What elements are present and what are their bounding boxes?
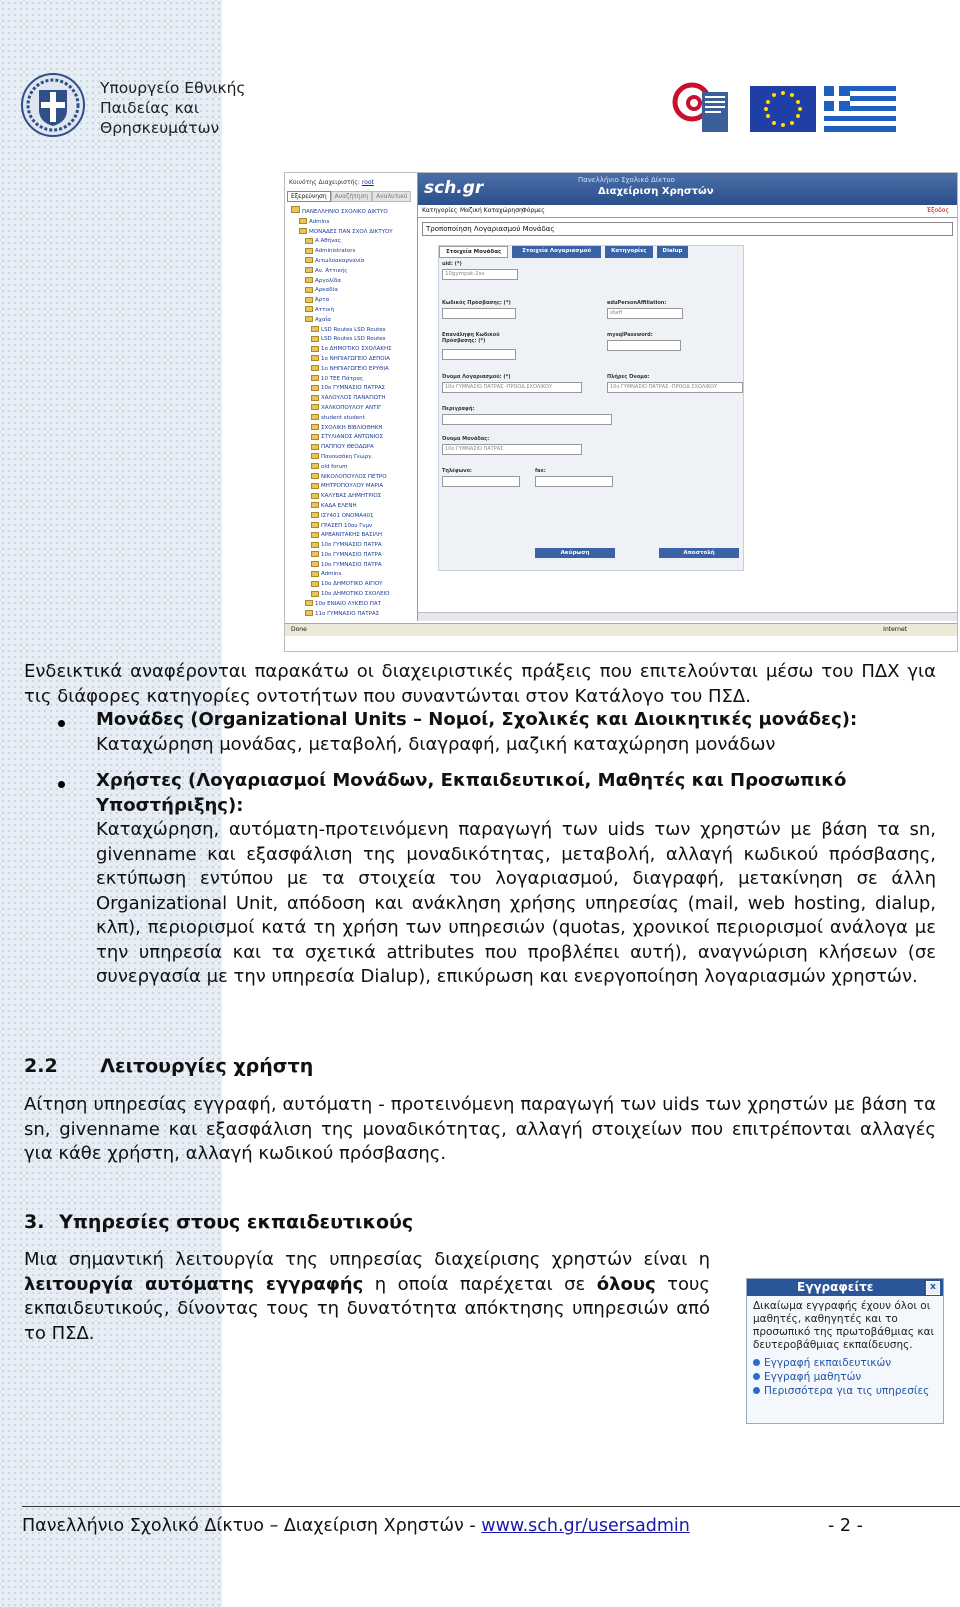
folder-icon <box>311 463 319 469</box>
folder-icon <box>311 581 319 587</box>
folder-icon <box>311 591 319 597</box>
folder-icon <box>311 424 319 430</box>
tree-item[interactable]: 10 ΤΕΕ Πάτρας <box>299 375 417 385</box>
tree-item[interactable]: Admins <box>299 570 417 580</box>
tree-item[interactable]: Administrators <box>299 247 417 257</box>
tree-item[interactable]: Αργολίδα <box>299 277 417 287</box>
folder-icon <box>311 355 319 361</box>
tree-item[interactable]: Αιτωλοακαρνανία <box>299 257 417 267</box>
horizontal-scrollbar[interactable] <box>418 612 957 621</box>
app-banner <box>418 173 957 205</box>
tree-item[interactable]: ΧΑΛΟΥΛΟΣ ΠΑΝΑΓΙΩΤΗ <box>299 394 417 404</box>
ministry-line-3: Θρησκευμάτων <box>100 119 220 137</box>
bullet-units <box>96 708 936 757</box>
folder-icon <box>299 218 307 224</box>
label-mysql-password: mysqlPassword: <box>607 332 653 338</box>
folder-icon <box>311 375 319 381</box>
label-fax: fax: <box>535 468 546 474</box>
folder-icon <box>311 522 319 528</box>
tab-search[interactable]: Αναζήτηση <box>331 191 373 202</box>
tree-item[interactable]: ΙΣΥ401 ΟΝΟΜΑ401 <box>299 512 417 522</box>
tree-item[interactable]: 11ο ΓΥΜΝΑΣΙΟ ΠΑΤΡΑΣ <box>299 610 417 620</box>
bullet-users <box>96 769 936 990</box>
input-mysql-password[interactable] <box>607 340 681 351</box>
folder-icon <box>305 600 313 606</box>
banner-title: Διαχείριση Χρηστών <box>598 186 714 197</box>
app-main <box>418 173 957 621</box>
bullet-icon <box>753 1373 760 1380</box>
input-affiliation[interactable]: staff <box>607 308 683 319</box>
tree-item[interactable]: Α Αθήνας <box>299 237 417 247</box>
form-tab-account[interactable]: Στοιχεία Λογαριασμού <box>512 246 601 258</box>
tree-item[interactable]: LSD Routes LSD Routes <box>299 326 417 336</box>
tree-item[interactable]: 1ο ΔΗΜΟΤΙΚΟ ΣΧΟΛΑΚΗΣ <box>299 345 417 355</box>
tree-item[interactable]: 10ο ΔΗΜΟΤΙΚΟ ΑΙΓΙΟΥ <box>299 580 417 590</box>
ministry-line-1: Υπουργείο Εθνικής <box>100 79 246 97</box>
more-services-link[interactable]: Περισσότερα για τις υπηρεσίες <box>747 1384 943 1398</box>
section-2-2-title: Λειτουργίες χρήστη <box>100 1055 314 1077</box>
partner-logos <box>672 80 922 138</box>
tree-item[interactable]: Αρκαδία <box>299 286 417 296</box>
ministry-name <box>100 78 246 138</box>
tree-item[interactable]: Άρτα <box>299 296 417 306</box>
section-2-2-heading <box>24 1055 313 1077</box>
folder-icon <box>305 306 313 312</box>
tree-item[interactable]: Admins <box>299 218 417 228</box>
ministry-line-2: Παιδείας και <box>100 99 200 117</box>
bullet-units-text: Καταχώρηση μονάδας, μεταβολή, διαγραφή, μαζική καταχώρηση μονάδων <box>96 733 776 755</box>
tree-item[interactable]: ΝΙΚΟΛΟΠΟΥΛΟΣ ΠΕΤΡΟ <box>299 473 417 483</box>
status-done: Done <box>291 626 307 633</box>
banner-subtitle: Πανελλήνιο Σχολικό Δίκτυο <box>578 176 675 184</box>
footer-text: Πανελλήνιο Σχολικό Δίκτυο – Διαχείριση Χρηστών - www.sch.gr/usersadmin <box>22 1516 690 1536</box>
tree-item[interactable]: 10ο ΓΥΜΝΑΣΙΟ ΠΑΤΡΑ <box>299 541 417 551</box>
bullet-dot-1 <box>58 720 65 727</box>
folder-icon <box>305 287 313 293</box>
label-description: Περιγραφή: <box>442 406 475 412</box>
folder-icon <box>311 532 319 538</box>
section-3-text: Μια σημαντική λειτουργία της υπηρεσίας διαχείρισης χρηστών είναι η λειτουργία αυτόματης εγγραφής η οποία παρέχεται σε όλους τους εκπαιδευτικούς, δίνοντας τους τη δυνατότητα απόκτησης υπηρεσιών από το ΠΣΔ. <box>24 1249 710 1344</box>
input-uid[interactable]: 10gympat-2ss <box>442 269 518 280</box>
tree-item[interactable]: ΠΑΠΠΟΥ ΘΕΟΔΩΡΑ <box>299 443 417 453</box>
section-2-2-text: Αίτηση υπηρεσίας εγγραφή, αυτόματη - προτεινόμενη παραγωγή των uids των χρηστών με βάση τα sn, givenname και εξασφάλιση της μοναδικότητας, αλλαγή στοιχείων που επιτρέπονται αλλαγές για κάθε χρήστη, αλλαγή κωδικού πρόσβασης. <box>24 1094 936 1164</box>
folder-icon <box>305 238 313 244</box>
menu-forms[interactable]: Φόρμες <box>522 207 545 214</box>
sch-logo: sch.gr <box>424 178 484 198</box>
register-widget-text: Δικαίωμα εγγραφής έχουν όλοι οι μαθητές, καθηγητές και το προσωπικό της πρωτοβάθμιας και δευτεροβάθμιας εκπαίδευσης. <box>753 1300 935 1351</box>
label-confirm-password: Επανάληψη Κωδικού Πρόσβασης: (*) <box>442 332 500 344</box>
tree-item[interactable]: 10ο ΓΥΜΝΑΣΙΟ ΠΑΤΡΑ <box>299 561 417 571</box>
all-bold: όλους <box>596 1273 656 1295</box>
tree-item[interactable]: Αττική <box>299 306 417 316</box>
folder-icon <box>311 542 319 548</box>
bullet-icon <box>753 1359 760 1366</box>
section-3-number: 3. <box>24 1211 45 1233</box>
close-icon[interactable]: x <box>926 1281 940 1295</box>
tree-item[interactable]: ΓΡΑΣΕΠ 10ου Γυμν <box>299 522 417 532</box>
tab-explorer[interactable]: Εξερεύνηση <box>287 191 331 202</box>
folder-icon <box>311 326 319 332</box>
folder-icon <box>311 493 319 499</box>
register-widget <box>746 1278 944 1424</box>
folder-icon <box>305 267 313 273</box>
folder-icon <box>305 277 313 283</box>
label-password: Κωδικός Πρόσβασης: (*) <box>442 300 511 306</box>
folder-icon <box>311 444 319 450</box>
folder-icon <box>305 610 313 616</box>
tree-item[interactable]: Πανουσάκη Γεωργ. <box>299 453 417 463</box>
application-screenshot <box>284 172 958 652</box>
status-zone: Internet <box>883 626 907 633</box>
folder-icon <box>311 336 319 342</box>
tree-root[interactable]: ΠΑΝΕΛΛΗΝΙΟ ΣΧΟΛΙΚΟ ΔΙΚΤΥΟ <box>285 206 417 218</box>
form-tab-categories[interactable]: Κατηγορίες <box>605 246 652 258</box>
input-phone[interactable] <box>442 476 520 487</box>
folder-icon <box>305 257 313 263</box>
input-fax[interactable] <box>535 476 613 487</box>
tree-item[interactable]: 10ο ΓΥΜΝΑΣΙΟ ΠΑΤΡΑ <box>299 551 417 561</box>
label-full-name: Πλήρες Όνομα: <box>607 374 650 380</box>
submit-button[interactable]: Αποστολή <box>659 548 739 558</box>
form-tab-unit[interactable]: Στοιχεία Μονάδας <box>439 246 508 258</box>
folder-icon <box>311 453 319 459</box>
tree-item[interactable]: Αχαΐα <box>299 316 417 326</box>
register-widget-title: Εγγραφείτε x <box>747 1279 943 1296</box>
sidebar-title: Κοινότης Διαχειριστής: <box>289 179 360 186</box>
label-account-name: Όνομα Λογαριασμού: (*) <box>442 374 511 380</box>
intro-paragraph: Ενδεικτικά αναφέρονται παρακάτω οι διαχειριστικές πράξεις που επιτελούνται μέσω του ΠΔΧ για τις διάφορες κατηγορίες οντοτήτων που συναντώνται στον Κατάλογο του ΠΣΔ. <box>24 661 936 707</box>
label-unit-name: Όνομα Μονάδας: <box>442 436 490 442</box>
register-teachers-link[interactable]: Εγγραφή εκπαιδευτικών <box>747 1356 943 1370</box>
folder-icon <box>311 571 319 577</box>
page-number: - 2 - <box>828 1516 863 1536</box>
auto-registration-bold: λειτουργία αυτόματης εγγραφής <box>24 1273 364 1295</box>
tree-item[interactable]: ΚΑΔΑ ΕΛΕΝΗ <box>299 502 417 512</box>
tree-item[interactable]: 10ο ΔΗΜΟΤΙΚΟ ΣΧΟΛΕΙΟ <box>299 590 417 600</box>
folder-icon <box>311 473 319 479</box>
form-panel <box>438 245 744 571</box>
section-3-heading <box>24 1211 413 1233</box>
menu-bulk[interactable]: Μαζική Καταχώρηση <box>460 207 523 214</box>
register-students-link[interactable]: Εγγραφή μαθητών <box>747 1370 943 1384</box>
input-unit-name[interactable]: 10ο ΓΥΜΝΑΣΙΟ ΠΑΤΡΑΣ <box>442 444 582 455</box>
app-menu <box>418 205 957 218</box>
sidebar-user[interactable]: root <box>361 179 374 186</box>
folder-icon <box>311 502 319 508</box>
tree-item[interactable]: 10ο ΓΥΜΝΑΣΙΟ ΠΑΤΡΑΣ <box>299 384 417 394</box>
folder-icon <box>305 248 313 254</box>
input-password[interactable] <box>442 308 516 319</box>
section-3-title: Υπηρεσίες στους εκπαιδευτικούς <box>59 1211 414 1233</box>
tree-sidebar <box>285 173 418 621</box>
input-confirm-password[interactable] <box>442 349 516 360</box>
bullet-icon <box>753 1387 760 1394</box>
menu-exit[interactable]: Έξοδος <box>926 207 949 214</box>
tree-item[interactable]: LSD Routes LSD Routes <box>299 335 417 345</box>
folder-icon <box>311 404 319 410</box>
folder-icon <box>305 316 313 322</box>
tree-item[interactable]: 1ο ΝΗΠΙΑΓΩΓΕΙΟ ΔΕΠΟΙΑ <box>299 355 417 365</box>
folder-icon <box>311 483 319 489</box>
status-bar <box>285 623 957 636</box>
tree-item[interactable]: student student <box>299 414 417 424</box>
folder-icon <box>299 228 307 234</box>
tree-item[interactable]: Αν. Αττικής <box>299 267 417 277</box>
folder-icon <box>311 395 319 401</box>
greek-flag-icon <box>824 86 896 132</box>
folder-icon <box>311 512 319 518</box>
tree-item[interactable]: ΜΟΝΑΔΕΣ ΠΑΝ ΣΧΟΛ ΔΙΚΤΥΟΥ <box>299 228 417 238</box>
folder-icon <box>311 365 319 371</box>
folder-icon <box>311 561 319 567</box>
bullet-users-text: Καταχώρηση, αυτόματη-προτεινόμενη παραγωγή των uids των χρηστών με βάση τα sn, givenname και εξασφάλιση της μοναδικότητας, μεταβολή, αλλαγή κωδικού πρόσβασης, εκτύπωση εντύπου με τα στοιχεία του λογαριασμού, διαγραφή, μετακίνηση σε άλλη Organizational Unit, απόδοση και ανάκληση χρήσης υπηρεσίας (mail, web hosting, dialup, κλπ), περιορισμοί κατά τη χρήση των υπηρεσιών (quotas, χρονικοί περιορισμοί ανάλογα με την υπηρεσία και τα σχετικά attributes που προβλέπει αυτή), αναγνώριση κλήσεων (σε συνεργασία με την υπηρεσία Dialup), επικύρωση και ενεργοποίηση λογαριασμών χρηστών. <box>96 819 936 987</box>
folder-icon <box>311 434 319 440</box>
tree-item[interactable]: ΧΑΛΚΟΠΟΥΛΟΥ ΑΝΤΙΓ <box>299 404 417 414</box>
tree-item[interactable]: old forum <box>299 463 417 473</box>
label-phone: Τηλέφωνο: <box>442 468 473 474</box>
tree-item[interactable]: ΣΤΥΛΙΑΝΟΣ ΑΝΤΩΝΙΟΣ <box>299 433 417 443</box>
label-affiliation: eduPersonAffiliation: <box>607 300 667 306</box>
tree-list <box>285 218 417 620</box>
tree-item[interactable]: ΜΗΤΡΟΠΟΥΛΟΥ ΜΑΡΙΑ <box>299 482 417 492</box>
form-title: Τροποποίηση Λογαριασμού Μονάδας <box>422 222 953 236</box>
form-tab-dialup[interactable]: Dialup <box>657 246 689 258</box>
bullet-users-heading: Χρήστες (Λογαριασμοί Μονάδων, Εκπαιδευτικοί, Μαθητές και Προσωπικό Υποστήριξης): <box>96 770 847 816</box>
tree-item[interactable]: ΣΧΟΛΙΚΗ ΒΙΒΛΙΟΘΗΚΗ <box>299 424 417 434</box>
cancel-button[interactable]: Ακύρωση <box>535 548 615 558</box>
label-uid: uid: (*) <box>442 261 462 267</box>
tree-item[interactable]: ΚΑΛΥΒΑΣ ΔΗΜΗΤΡΙΟΣ <box>299 492 417 502</box>
section-2-2-number: 2.2 <box>24 1055 58 1077</box>
tab-other[interactable]: Αναλυτικό <box>372 191 411 202</box>
folder-icon <box>311 346 319 352</box>
folder-icon <box>311 551 319 557</box>
folder-icon <box>311 414 319 420</box>
input-full-name[interactable]: 10ο ΓΥΜΝΑΣΙΟ ΠΑΤΡΑΣ -ΠΡΟΟΔ ΣΧΟΛΙΚΟΥ <box>607 382 743 393</box>
input-account-name[interactable]: 10ο ΓΥΜΝΑΣΙΟ ΠΑΤΡΑΣ -ΠΡΟΟΔ ΣΧΟΛΙΚΟΥ <box>442 382 582 393</box>
tree-item[interactable]: ΑΡΒΑΝΙΤΑΚΗΣ ΒΑΣΙΛΗ <box>299 531 417 541</box>
footer-divider <box>22 1506 960 1507</box>
input-description[interactable] <box>442 414 612 425</box>
footer-link[interactable]: www.sch.gr/usersadmin <box>481 1516 690 1536</box>
bullet-units-heading: Μονάδες (Organizational Units – Νομοί, Σχολικές και Διοικητικές μονάδες): <box>96 709 858 730</box>
information-society-logo <box>675 85 728 132</box>
eu-flag-icon <box>750 86 816 132</box>
bullet-dot-2 <box>58 781 65 788</box>
folder-icon <box>311 385 319 391</box>
greek-coat-of-arms-logo <box>20 72 86 138</box>
folder-icon <box>305 297 313 303</box>
tree-item[interactable]: 10ο ΕΝΙΑΙΟ ΛΥΚΕΙΟ ΠΑΤ <box>299 600 417 610</box>
menu-categories[interactable]: Κατηγορίες <box>422 207 458 214</box>
tree-item[interactable]: 1ο ΝΗΠΙΑΓΩΓΕΙΟ ΕΡΥΘΙΑ <box>299 365 417 375</box>
